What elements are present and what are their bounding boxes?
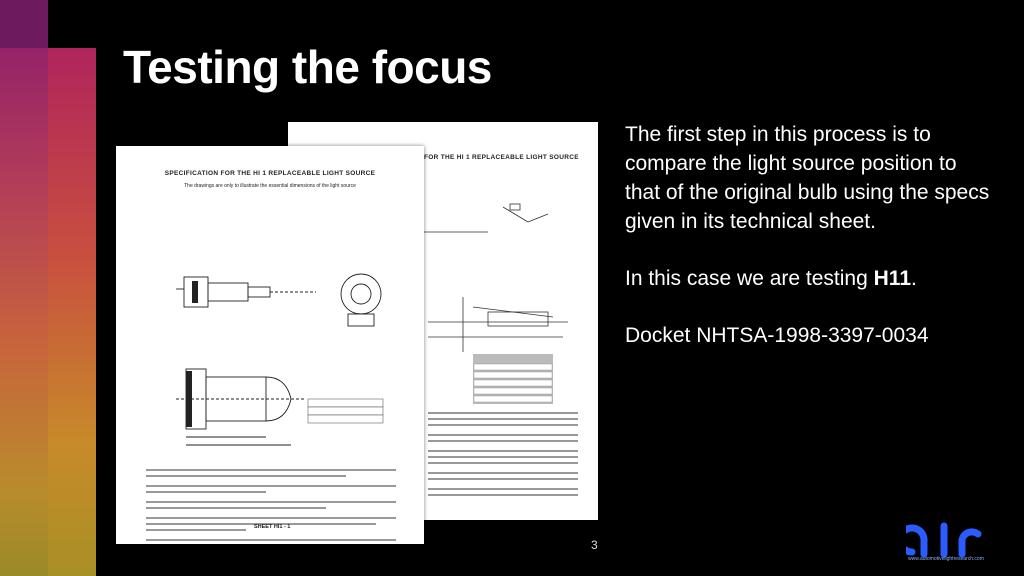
paragraph-testing-suffix: .: [911, 267, 917, 290]
spec-sheet-back-heading: FOR THE HI 1 REPLACEABLE LIGHT SOURCE: [424, 154, 579, 161]
decorative-band-inner: [48, 48, 96, 576]
spec-sheet-front-footer: SHEET HI1 - 1: [254, 524, 291, 530]
decorative-band-left: [0, 0, 48, 576]
paragraph-process: The first step in this process is to compare the light source position to that of the original bulb using the specs given in its technical sheet.: [625, 123, 990, 233]
spec-sheet-front-heading: SPECIFICATION FOR THE HI 1 REPLACEABLE LIGHT SOURCE: [164, 170, 376, 177]
bulb-type: H11: [873, 267, 912, 290]
paragraph-docket: Docket NHTSA-1998-3397-0034: [625, 324, 929, 347]
spec-sheet-front: [116, 146, 424, 544]
spec-sheet-front-subheading: The drawings are only to illustrate the essential dimensions of the light source: [184, 183, 356, 189]
decorative-band-corner: [0, 0, 48, 48]
spec-sheet-front-drawings: [116, 189, 424, 544]
logo-url: www.automotivelightresearch.com: [908, 556, 984, 562]
page-number: 3: [591, 538, 598, 552]
slide-body: [625, 120, 995, 378]
paragraph-testing: [625, 264, 995, 293]
alr-logo: [906, 520, 996, 560]
slide-title: Testing the focus: [123, 41, 492, 93]
paragraph-testing-prefix: In this case we are testing: [625, 267, 874, 290]
